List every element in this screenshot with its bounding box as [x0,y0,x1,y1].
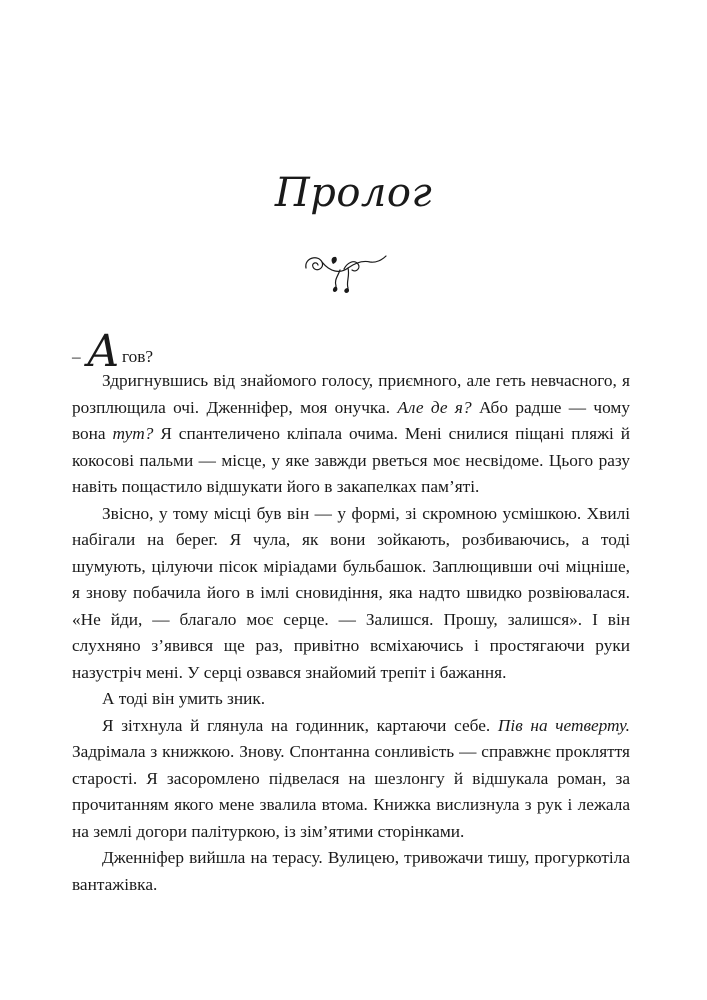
dialogue-dash: – [72,347,81,366]
drop-cap: А [86,326,120,377]
paragraph: Я зітхнула й глянула на годинник, картаючи себе. Пів на четверту. Задрімала з книжкою. Знову. Спонтанна сонливість — справжнє прокляття старості. Я засоромлено підвелася на шезлонгу й відшукала роман, за прочитанням якого мене звалила втома. Книжка вислизнула з рук і лежала на землі догори палітуркою, із зім’ятими сторінками. [72,715,630,841]
opening-line [72,326,630,377]
paragraph: Дженніфер вийшла на терасу. Вулицею, тривожачи тишу, прогуркотіла вантажівка. [72,848,630,894]
flourish-ornament-icon [300,246,390,294]
chapter-title: Пролог [274,170,433,216]
paragraph: Звісно, у тому місці був він — у формі, зі скромною усмішкою. Хвилі набігали на берег. Я чула, як вони зойкають, розбиваючись, а тоді шумують, цілуючи пісок міріадами бульбашок. Заплющивши очі міцніше, я знову побачила його в імлі сновидіння, яка надто швидко розвіювалася. «Не йди, — благало моє серце. — Залишся. Прошу, залишся». І він слухняно з’явився ще раз, привітно всміхаючись і простягаючи руки назустріч мені. У серці озвався знайомий трепіт і бажання. [72,503,630,682]
opening-word-rest: гов? [121,347,154,366]
paragraph: Здригнувшись від знайомого голосу, приємного, але геть невчасного, я розплющила очі. Дженніфер, моя онучка. Але де я? Або радше — чому вона тут? Я спантеличено кліпала очима. Мені снилися піщані пляжі й кокосові пальми — місце, у яке завжди рветься моє несвідоме. Цього разу навіть пощастило відшукати його в закапелках пам’яті. [72,371,631,496]
chapter-body [72,326,630,898]
paragraph: А тоді він умить зник. [102,689,266,708]
